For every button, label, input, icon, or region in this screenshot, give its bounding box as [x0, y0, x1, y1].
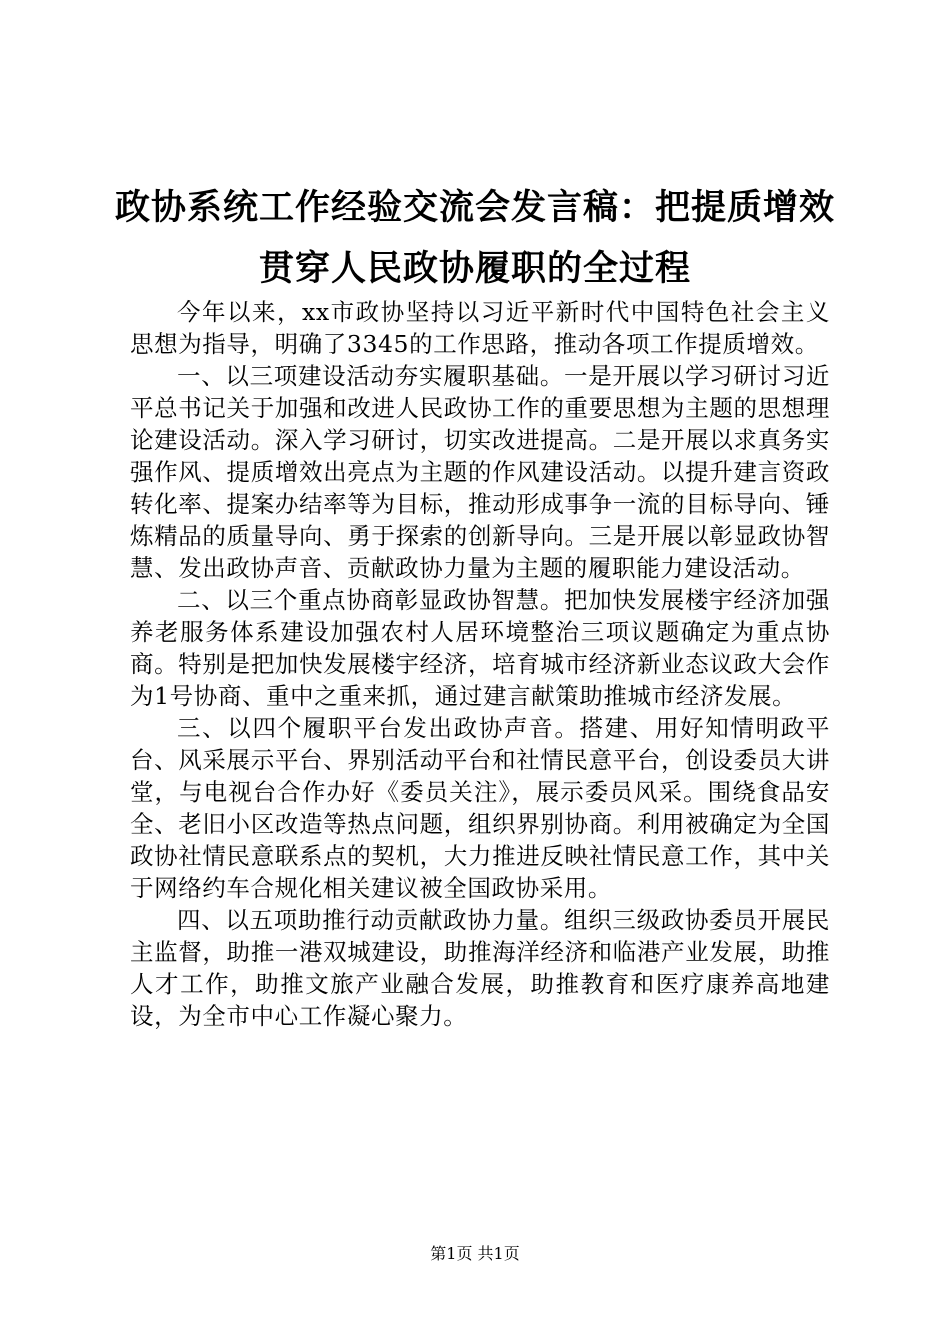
- paragraph-section-4: 四、以五项助推行动贡献政协力量。组织三级政协委员开展民主监督，助推一港双城建设，助推海洋经济和临港产业发展，助推人才工作，助推文旅产业融合发展，助推教育和医疗康养高地建设，为全市中心工作凝心聚力。: [130, 906, 830, 1030]
- document-title-line-2: 贯穿人民政协履职的全过程: [258, 248, 691, 289]
- paragraph-section-2: 二、以三个重点协商彰显政协智慧。把加快发展楼宇经济加强养老服务体系建设加强农村人居环境整治三项议题确定为重点协商。特别是把加快发展楼宇经济，培育城市经济新业态议政大会作为1号协商、重中之重来抓，通过建言献策助推城市经济发展。: [130, 586, 830, 710]
- paragraph-section-3: 三、以四个履职平台发出政协声音。搭建、用好知情明政平台、风采展示平台、界别活动平台和社情民意平台，创设委员大讲堂，与电视台合作办好《委员关注》，展示委员风采。围绕食品安全、老旧小区改造等热点问题，组织界别协商。利用被确定为全国政协社情民意联系点的契机，大力推进反映社情民意工作，其中关于网络约车合规化相关建议被全国政协采用。: [130, 714, 830, 902]
- page-number-footer: 第1页 共1页: [430, 1244, 520, 1263]
- document-title-line-1: 政协系统工作经验交流会发言稿：把提质增效: [114, 187, 835, 228]
- paragraph-section-1: 一、以三项建设活动夯实履职基础。一是开展以学习研讨习近平总书记关于加强和改进人民政协工作的重要思想为主题的思想理论建设活动。深入学习研讨，切实改进提高。二是开展以求真务实强作风、提质增效出亮点为主题的作风建设活动。以提升建言资政转化率、提案办结率等为目标，推动形成事争一流的目标导向、锤炼精品的质量导向、勇于探索的创新导向。三是开展以彰显政协智慧、发出政协声音、贡献政协力量为主题的履职能力建设活动。: [130, 362, 830, 582]
- document-body: [130, 296, 830, 1032]
- paragraph-intro: 今年以来，xx市政协坚持以习近平新时代中国特色社会主义思想为指导，明确了3345的工作思路，推动各项工作提质增效。: [130, 298, 830, 358]
